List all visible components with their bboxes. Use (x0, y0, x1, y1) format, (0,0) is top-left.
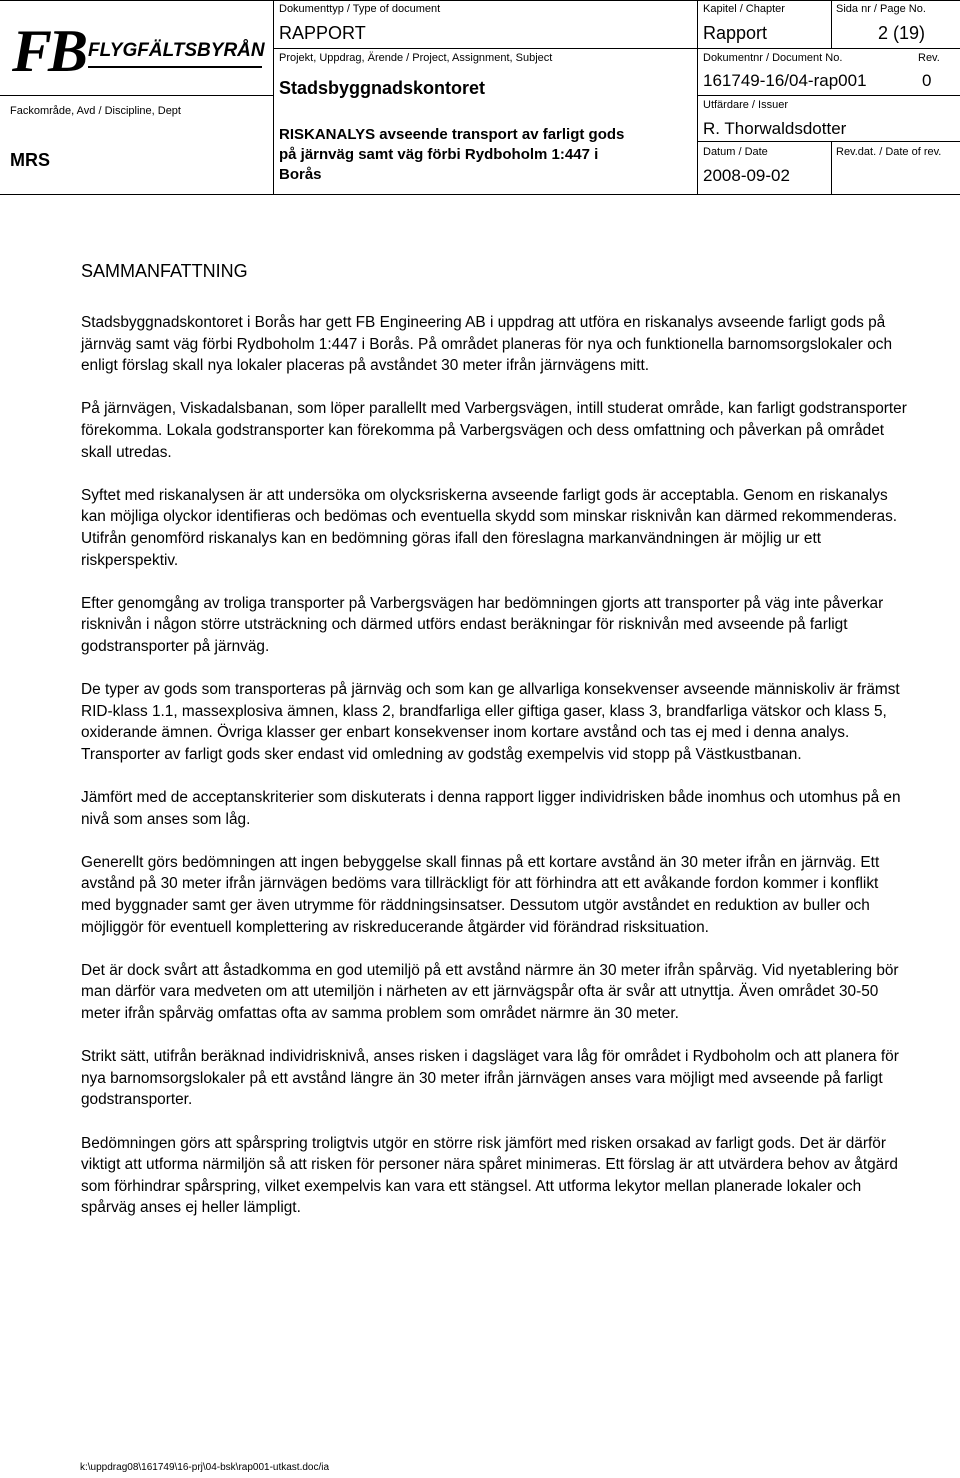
issuer-label: Utfärdare / Issuer (703, 99, 788, 111)
header-divider-vertical (273, 0, 274, 194)
subject-line: Borås (279, 166, 322, 183)
header-top-border (0, 0, 960, 1)
logo-name: FLYGFÄLTSBYRÅN (88, 40, 265, 61)
paragraph: Bedömningen görs att spårspring troligtvis utgör en större risk jämfört med risken orsakad av farligt gods. Det är därför viktigt att utforma närmiljön så att risken för personer nära spåret minimeras. Ett förslag är att utvärdera behov av åtgärd som förhindrar spårspring, vilket exempelvis kan vara ett stängsel. Att utforma lekytor mellan planerade lokaler och spårväg anses ej heller lämpligt. (81, 1134, 898, 1217)
subject-line: på järnväg samt väg förbi Rydboholm 1:447 i (279, 146, 599, 163)
paragraph: Jämfört med de acceptanskriterier som diskuterats i denna rapport ligger individrisken både inomhus och utomhus på en nivå som anses som låg. (81, 789, 901, 828)
doctype-value: RAPPORT (279, 23, 366, 43)
project-label: Projekt, Uppdrag, Ärende / Project, Assignment, Subject (279, 52, 553, 64)
header-divider-horizontal (273, 48, 960, 49)
paragraph: Stadsbyggnadskontoret i Borås har gett FB Engineering AB i uppdrag att utföra en riskanalys avseende farligt gods på järnväg samt väg förbi Rydboholm 1:447 i Borås. På området planeras för nya och funktionella barnomsorgslokaler och enligt förslag skall nya lokaler placeras på avståndet 30 meter ifrån järnvägens mitt. (81, 314, 893, 375)
page-label: Sida nr / Page No. (836, 3, 926, 15)
header-divider-vertical (697, 0, 698, 194)
docno-value: 161749-16/04-rap001 (703, 71, 867, 90)
paragraph: De typer av gods som transporteras på järnväg och som kan ge allvarliga konsekvenser avseende människoliv är främst RID-klass 1.1, massexplosiva ämnen, klass 2, brandfarliga eller giftiga gaser, klass 3, brandfarliga vätskor och klass 5, oxiderande ämnen. Övriga klasser ger enbart konsekvenser inom kortare avstånd och tas ej med i denna analys. Transporter av farligt gods sker endast vid omledning av godståg exempelvis vid stopp på Västkustbanan. (81, 681, 900, 763)
logo-mark: FB (12, 18, 85, 84)
header-bottom-border (0, 194, 960, 195)
paragraph: Strikt sätt, utifrån beräknad individrisknivå, anses risken i dagsläget vara låg för området i Rydboholm och att planera för nya barnomsorgslokaler på ett avstånd längre än 30 meter ifrån järnvägen anses vara möjligt med avseende på farligt godstransporter. (81, 1048, 899, 1109)
paragraph: Generellt görs bedömningen att ingen bebyggelse skall finnas på ett kortare avstånd än 30 meter ifrån en järnväg. Ett avstånd på 30 meter ifrån järnvägen bedöms vara tillräckligt för att förhindra att ett avåkande fordon kommer i konflikt med byggnader samt ger även utrymme för räddningsinsatser. Dessutom utgör avståndet en reduktion av buller och möjliggör för eventuell komplettering av riskreducerande åtgärder vid förändrad risksituation. (81, 853, 880, 936)
company-logo (12, 18, 265, 84)
paragraph: Det är dock svårt att åstadkomma en god utemiljö på ett avstånd närmre än 30 meter ifrån spårväg. Vid nyetablering bör man därför vara medveten om att utemiljön i närheten av ett järnvägspår ofta är svår att utnyttja. Även området 30-50 meter ifrån spårväg omfattas ofta av samma problem som området närmre än 30 meter. (81, 961, 899, 1022)
header-divider-horizontal (697, 95, 960, 96)
header-divider-horizontal (0, 95, 273, 96)
issuer-value: R. Thorwaldsdotter (703, 119, 847, 138)
chapter-label: Kapitel / Chapter (703, 3, 785, 15)
page-value: 2 (19) (878, 23, 926, 43)
header-divider-vertical (831, 0, 832, 48)
paragraph: På järnvägen, Viskadalsbanan, som löper parallellt med Varbergsvägen, intill studerat område, kan farligt godstransporter förekomma. Lokala godstransporter kan förekomma på Varbergsvägen och dess omfattning och påverkan på området skall utredas. (81, 400, 907, 461)
date-value: 2008-09-02 (703, 166, 790, 185)
discipline-label: Fackområde, Avd / Discipline, Dept (10, 105, 181, 117)
date-label: Datum / Date (703, 146, 768, 158)
rev-value: 0 (922, 71, 932, 90)
discipline-value: MRS (10, 150, 50, 170)
summary-body (81, 312, 911, 1241)
logo-underline (88, 66, 262, 68)
chapter-value: Rapport (703, 23, 768, 43)
paragraph: Syftet med riskanalysen är att undersöka om olycksriskerna avseende farligt gods är acceptabla. Genom en riskanalys kan möjliga olyckor identifieras och bedömas och eventuella skydd som minskar risknivån kan därmed rekommenderas. Utifrån genomförd riskanalys kan en bedömning göras ifall den föreslagna markanvändningen är möjlig ur ett riskperspektiv. (81, 486, 898, 569)
doctype-label: Dokumenttyp / Type of document (279, 3, 441, 15)
paragraph: Efter genomgång av troliga transporter på Varbergsvägen har bedömningen gjorts att transporter på väg inte påverkar risknivån i någon större utsträckning och därmed utförs endast beräkningar för risknivån med avseende på farligt godstransporter på järnväg. (81, 594, 884, 655)
revdate-label: Rev.dat. / Date of rev. (836, 146, 942, 158)
subject-line: RISKANALYS avseende transport av farligt gods (279, 126, 625, 143)
section-heading: SAMMANFATTNING (81, 261, 248, 281)
header-divider-horizontal (697, 141, 960, 142)
header-divider-vertical (831, 141, 832, 194)
file-path-footer: k:\uppdrag08\161749\16-prj\04-bsk\rap001-utkast.doc/ia (80, 1462, 330, 1473)
client-name: Stadsbyggnadskontoret (279, 78, 486, 98)
rev-label: Rev. (918, 52, 940, 64)
docno-label: Dokumentnr / Document No. (703, 52, 843, 64)
